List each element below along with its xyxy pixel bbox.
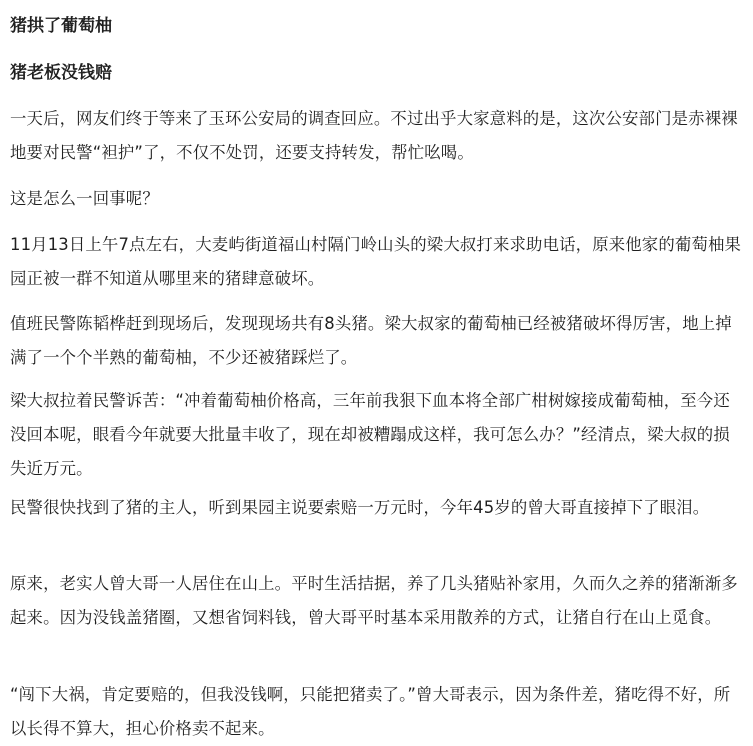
paragraph: 原来，老实人曾大哥一人居住在山上。平时生活拮据，养了几头猪贴补家用，久而久之养的猪渐渐多起来。因为没钱盖猪圈，又想省饲料钱，曾大哥平时基本采用散养的方式，让猪自行在山上觅食。 [10, 574, 738, 627]
article-subtitle: 猪老板没钱赔 [10, 63, 112, 83]
paragraph: 11月13日上午7点左右，大麦屿街道福山村隔门岭山头的梁大叔打来求助电话，原来他家的葡萄柚果园正被一群不知道从哪里来的猪肆意破坏。 [10, 235, 742, 288]
paragraph: “闯下大祸，肯定要赔的，但我没钱啊，只能把猪卖了。”曾大哥表示，因为条件差，猪吃得不好，所以长得不算大，担心价格卖不起来。 [10, 685, 731, 738]
paragraph: 梁大叔拉着民警诉苦：“冲着葡萄柚价格高，三年前我狠下血本将全部广柑树嫁接成葡萄柚，至今还没回本呢，眼看今年就要大批量丰收了，现在却被糟蹋成这样，我可怎么办？”经清点，梁大叔的损失近万元。 [10, 391, 730, 478]
paragraph: 这是怎么一回事呢？ [10, 189, 159, 208]
article-title: 猪拱了葡萄柚 [10, 16, 112, 36]
paragraph: 民警很快找到了猪的主人，听到果园主说要索赔一万元时，今年45岁的曾大哥直接掉下了眼泪。 [10, 498, 710, 517]
paragraph: 一天后，网友们终于等来了玉环公安局的调查回应。不过出乎大家意料的是，这次公安部门是赤裸裸地要对民警“袒护”了，不仅不处罚，还要支持转发，帮忙吆喝。 [10, 109, 738, 162]
paragraph: 值班民警陈韬桦赶到现场后，发现现场共有8头猪。梁大叔家的葡萄柚已经被猪破坏得厉害，地上掉满了一个个半熟的葡萄柚，不少还被猪踩烂了。 [10, 314, 732, 367]
